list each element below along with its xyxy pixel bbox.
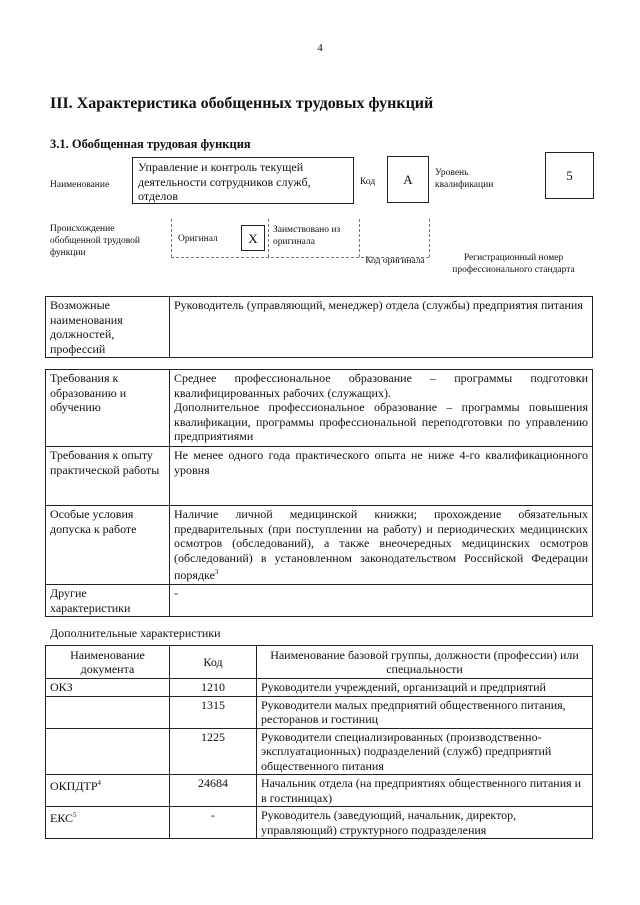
row-doc <box>46 696 170 728</box>
req-row-admission <box>46 506 593 585</box>
footnote-ref: 3 <box>214 568 219 576</box>
req-row-experience <box>46 447 593 506</box>
original-mark-box <box>241 225 265 251</box>
page-number: 4 <box>317 42 323 54</box>
table-row <box>46 728 593 775</box>
table-row <box>46 775 593 807</box>
code-original-caption: Код оригинала <box>365 256 425 266</box>
function-name-box <box>132 157 354 204</box>
col-name-header: Наименование базовой группы, должности (профессии) или специальности <box>257 646 593 679</box>
origin-label: Происхождение обобщенной трудовой функции <box>50 224 140 258</box>
code-label: Код <box>360 177 376 187</box>
row-code: 1210 <box>170 679 257 697</box>
row-code: - <box>170 807 257 839</box>
level-box <box>545 152 594 199</box>
req-label: Требования к образованию и обучению <box>46 370 170 447</box>
code-value: А <box>403 172 413 187</box>
name-label: Наименование <box>50 180 110 190</box>
req-label: Другие характеристики <box>46 585 170 617</box>
req-education-text-2: Дополнительное профессиональное образование – программы повышения квалификации, программы профессиональной переподготовки по управлению предприятиями <box>174 400 588 443</box>
table-row <box>46 696 593 728</box>
positions-row <box>46 297 593 358</box>
row-doc <box>46 807 170 839</box>
col-code-header: Код <box>170 646 257 679</box>
row-doc-text: ЕКС <box>50 811 74 825</box>
reg-number-caption: Регистрационный номер профессионального стандарта <box>452 253 575 275</box>
requirements-table <box>45 369 593 617</box>
additional-title: Дополнительные характеристики <box>50 626 221 640</box>
borrowed-label: Заимствовано из оригинала <box>273 225 341 247</box>
req-value <box>170 370 593 447</box>
req-admission-text: Наличие личной медицинской книжки; прохождение обязательных предварительных (при поступлении на работу) и периодических медицинских осмотров (обследований), а также внеочередных медицинских осмотров (обследований) в установленном законодательством Российской Федерации порядке <box>174 507 588 582</box>
original-mark: X <box>248 231 258 246</box>
col-doc-header: Наименование документа <box>46 646 170 679</box>
level-label: Уровень квалификации <box>435 168 494 190</box>
req-value: Не менее одного года практического опыта не ниже 4-го квалификационного уровня <box>170 447 593 506</box>
req-row-other <box>46 585 593 617</box>
row-name: Руководители специализированных (производственно-эксплуатационных) подразделений (служб) предприятий общественного питания <box>257 728 593 775</box>
row-code: 1315 <box>170 696 257 728</box>
positions-label: Возможные наименования должностей, профессий <box>46 297 170 358</box>
row-doc <box>46 775 170 807</box>
row-doc <box>46 728 170 775</box>
footnote-ref: 4 <box>97 779 102 787</box>
row-doc-text: ОКПДТР <box>50 779 98 793</box>
table-row <box>46 679 593 697</box>
footnote-ref: 5 <box>73 811 77 819</box>
row-name: Начальник отдела (на предприятиях общественного питания и в гостиницах) <box>257 775 593 807</box>
table-row <box>46 807 593 839</box>
additional-header-row <box>46 646 593 679</box>
section-title: III. Характеристика обобщенных трудовых функций <box>50 95 434 112</box>
level-value: 5 <box>566 168 573 183</box>
req-row-education <box>46 370 593 447</box>
positions-value: Руководитель (управляющий, менеджер) отдела (службы) предприятия питания <box>170 297 593 358</box>
row-name: Руководители малых предприятий общественного питания, ресторанов и гостиниц <box>257 696 593 728</box>
req-value: - <box>170 585 593 617</box>
row-code: 24684 <box>170 775 257 807</box>
req-label: Особые условия допуска к работе <box>46 506 170 585</box>
row-code: 1225 <box>170 728 257 775</box>
subsection-title: 3.1. Обобщенная трудовая функция <box>50 137 251 151</box>
row-name: Руководитель (заведующий, начальник, директор, управляющий) структурного подразделения <box>257 807 593 839</box>
req-value <box>170 506 593 585</box>
code-box <box>387 156 429 203</box>
function-name-value: Управление и контроль текущей деятельности сотрудников служб, отделов <box>138 160 311 203</box>
row-doc: ОКЗ <box>46 679 170 697</box>
additional-table <box>45 645 593 839</box>
original-label: Оригинал <box>178 234 218 244</box>
row-name: Руководители учреждений, организаций и предприятий <box>257 679 593 697</box>
positions-table <box>45 296 593 358</box>
req-education-text-1: Среднее профессиональное образование – программы подготовки квалифицированных рабочих (служащих). <box>174 371 588 400</box>
req-label: Требования к опыту практической работы <box>46 447 170 506</box>
